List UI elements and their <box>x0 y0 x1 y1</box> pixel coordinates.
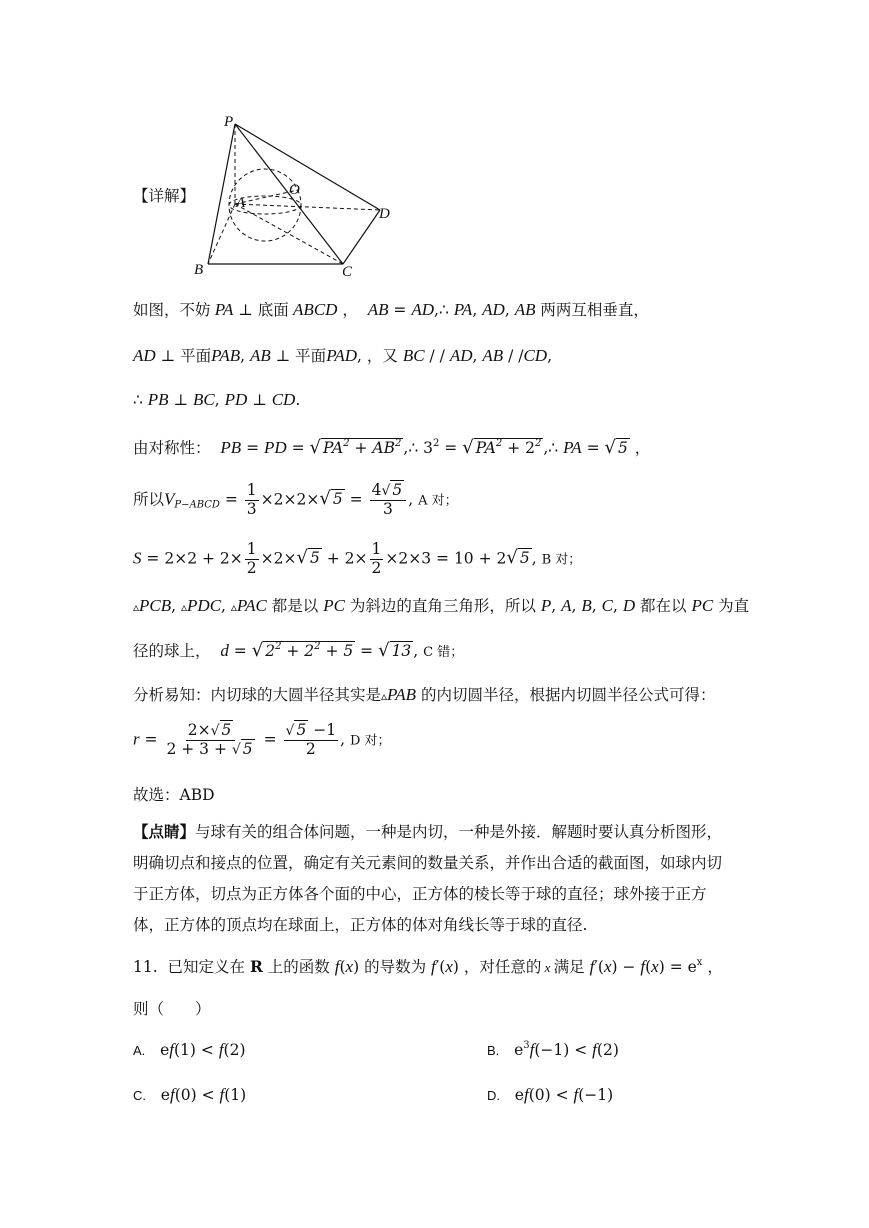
option-d: D. ef(0) < f(−1) <box>487 1085 614 1104</box>
solution-line-2: AD ⊥ 平面PAB, AB ⊥ 平面PAD, ，又 BC / / AD, AB / /CD, <box>133 346 553 365</box>
point-b: B <box>194 262 204 278</box>
point-c: C <box>342 264 353 280</box>
solution-line-7: ▵PCB, ▵PDC, ▵PAC 都是以 PC 为斜边的直角三角形，所以 P, A, B, C, D 都在以 PC 为直 <box>133 596 750 615</box>
answer-line: 故选：ABD <box>133 786 215 804</box>
solution-line-6: S = 2×2 + 2× $\frac{1}{2}$ ×2×√ 5 + 2× $\frac{1}{2}$ ×2×3 = 10 + 2√ 5 , B 对； <box>133 540 582 577</box>
option-b: B. $e^3f(-1) < f(2)$ <box>487 1040 619 1059</box>
point-p: P <box>224 114 234 130</box>
note-paragraph: 【点睛】与球有关的组合体问题，一种是内切，一种是外接．解题时要认真分析图形，明确切点和接点的位置，确定有关元素间的数量关系，并作出合适的截面图，如球内切于正方体，切点为正方体各个面的中心，正方体的棱长等于球的直径；球外接于正方体，正方体的顶点均在球面上，正方体的体对角线长等于球的直径. <box>133 822 723 934</box>
solution-line-10: r = $\frac{2\times√ 5}{2 + 3 + √ 5}$ = $\frac{√ 5 -1}{2}$ , D 对； <box>133 721 391 758</box>
option-a: A. ef(1) < f(2) <box>133 1040 246 1059</box>
detail-label: 【详解】 <box>133 187 196 205</box>
solution-line-9: 分析易知：内切球的大圆半径其实是▵PAB 的内切圆半径，根据内切圆半径公式可得： <box>133 685 716 704</box>
point-d: D <box>379 206 390 222</box>
solution-line-5: 所以$V_{P-ABCD}$ = $\frac{1}{3}$ ×2×2×√ 5 = $\frac{4√ 5}{3}$ , A 对； <box>133 481 458 518</box>
point-o: O <box>289 182 300 198</box>
solution-line-4: 由对称性： PB = PD = √ $PA^2 + AB^2$ ,∴ $3^2$ = √ $PA^2 + 2^2$ ,∴ PA = √ 5 ， <box>133 437 651 458</box>
solution-line-3: ∴ PB ⊥ BC, PD ⊥ CD. <box>133 390 301 409</box>
pyramid-figure <box>190 112 400 282</box>
solution-line-1: 如图，不妨 PA ⊥ 底面 ABCD ， AB = AD,∴ PA, AD, AB 两两互相垂直， <box>133 300 649 319</box>
question-11-stem-end: 则（ ） <box>133 1000 211 1018</box>
question-11-stem: 11. 已知定义在 R 上的函数 f(x) 的导数为 f′(x) ，对任意的 x 满足 $f'(x) - f(x) = e^x$ ， <box>133 957 723 976</box>
option-c: C. ef(0) < f(1) <box>133 1085 247 1104</box>
solution-line-8: 径的球上， d = √ $2^2 + 2^2 + 5$ = √ 13 , C 错； <box>133 640 464 661</box>
point-a: A <box>236 195 246 211</box>
